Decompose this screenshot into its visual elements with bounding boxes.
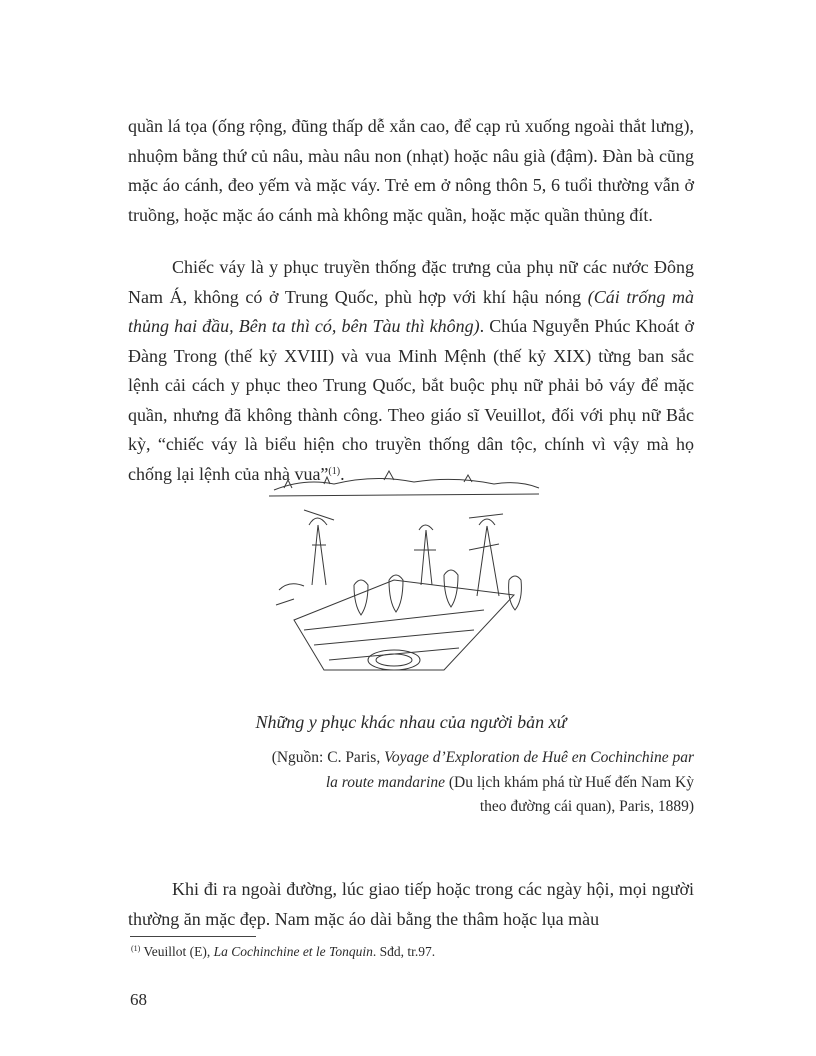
footnote-reference: (1) xyxy=(328,465,341,477)
figure-caption: Những y phục khác nhau của người bản xứ xyxy=(255,712,567,732)
paragraph-2 xyxy=(128,253,694,489)
footnote-author: Veuillot (E), xyxy=(140,944,214,959)
paragraph-2-end: . xyxy=(340,463,345,484)
page-number: 68 xyxy=(130,990,147,1009)
source-translation: (Du lịch khám phá từ Huế đến Nam Kỳ xyxy=(444,773,694,791)
source-prefix: (Nguồn: C. Paris, xyxy=(271,749,385,766)
engraving-illustration xyxy=(264,470,544,700)
figure-source xyxy=(128,746,694,820)
source-title-part2: la route mandarine xyxy=(325,773,445,791)
source-title-part1: Voyage d’Exploration de Huê en Cochinchine par xyxy=(384,749,694,766)
paragraph-1 xyxy=(128,112,694,230)
paragraph-3 xyxy=(128,875,694,934)
footnote-divider xyxy=(130,936,256,937)
source-line-3: theo đường cái quan), Paris, 1889) xyxy=(479,798,694,815)
paragraph-2-continuation: . Chúa Nguyễn Phúc Khoát ở Đàng Trong (thế kỷ XVIII) và vua Minh Mệnh (thế kỷ XIX) từng ban sắc lệnh cải cách y phục theo Trung Quốc, bắt buộc phụ nữ phải bỏ váy để mặc quần, nhưng đã không thành công. Theo giáo sĩ Veuillot, đối với phụ nữ Bắc kỳ, “chiếc váy là biểu hiện cho truyền thống dân tộc, chính vì vậy mà họ chống lại lệnh của nhà vua” xyxy=(128,316,694,484)
footnote xyxy=(131,944,691,960)
footnote-marker: (1) xyxy=(131,944,141,953)
paragraph-3-text: Khi đi ra ngoài đường, lúc giao tiếp hoặc trong các ngày hội, mọi người thường ăn mặc đẹp. Nam mặc áo dài bằng the thâm hoặc lụa màu xyxy=(128,879,694,929)
paragraph-2-text: Chiếc váy là y phục truyền thống đặc trưng của phụ nữ các nước Đông Nam Á, không có ở Trung Quốc, phù hợp với khí hậu nóng xyxy=(128,257,694,307)
proverb-italic: (Cái trống mà thủng hai đầu, Bên ta thì có, bên Tàu thì không) xyxy=(128,286,694,336)
footnote-rest: . Sđd, tr.97. xyxy=(372,944,436,959)
footnote-title: La Cochinchine et le Tonquin xyxy=(213,944,373,959)
illustration-figure xyxy=(264,470,544,700)
paragraph-1-text: quần lá tọa (ống rộng, đũng thấp dễ xắn cao, để cạp rủ xuống ngoài thắt lưng), nhuộm bằng thứ củ nâu, màu nâu non (nhạt) hoặc nâu già (đậm). Đàn bà cũng mặc áo cánh, đeo yếm và mặc váy. Trẻ em ở nông thôn 5, 6 tuổi thường vẫn ở truồng, hoặc mặc áo cánh mà không mặc quần, hoặc mặc quần thủng đít. xyxy=(128,116,694,225)
